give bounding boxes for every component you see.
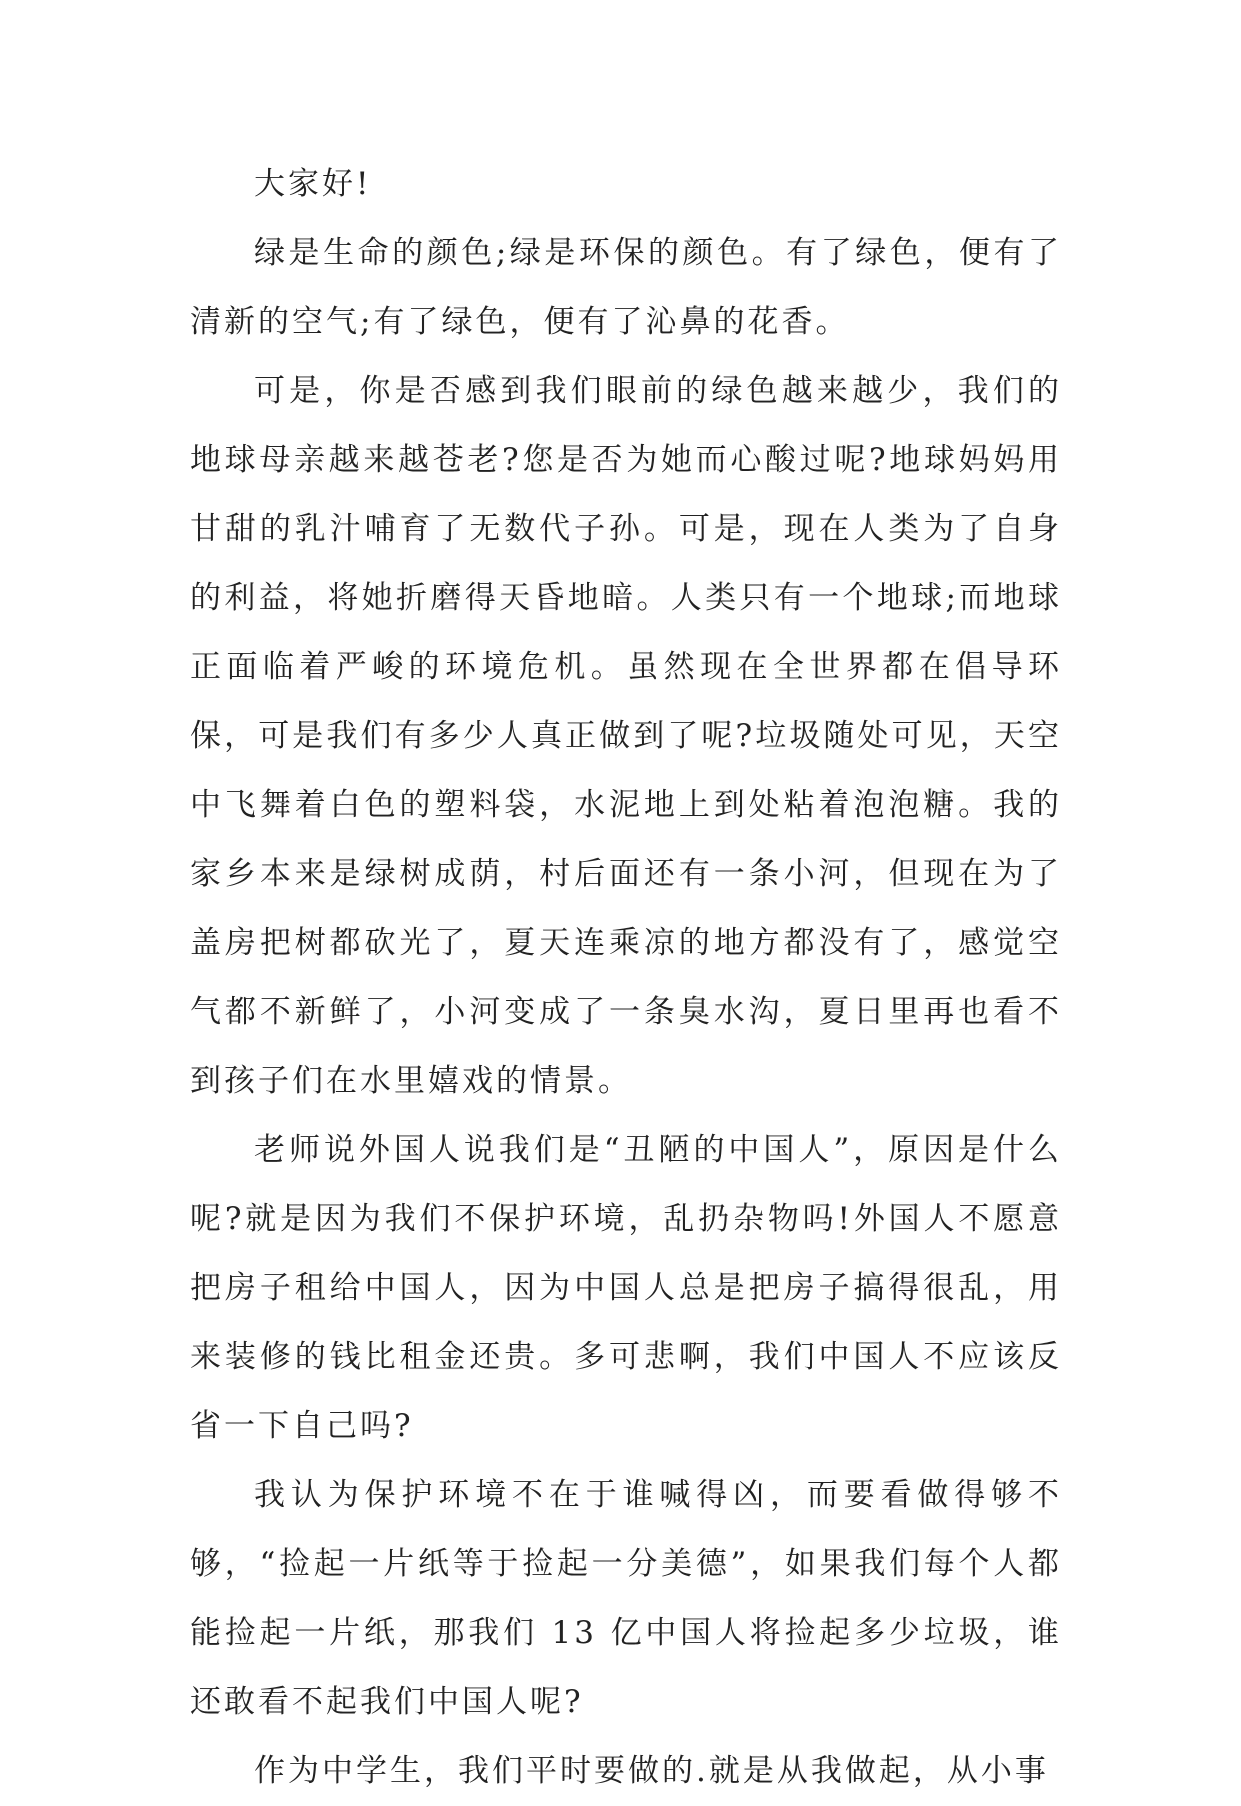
paragraph-pick-up-paper: 我认为保护环境不在于谁喊得凶，而要看做得够不够，“捡起一片纸等于捡起一分美德”，如果我们每个人都能捡起一片纸，那我们 13 亿中国人将捡起多少垃圾，谁还敢看不起我们中国人呢? (190, 1477, 1062, 1720)
paragraph-environment-crisis: 可是，你是否感到我们眼前的绿色越来越少，我们的地球母亲越来越苍老?您是否为她而心酸过呢?地球妈妈用甘甜的乳汁哺育了无数代子孙。可是，现在人类为了自身的利益，将她折磨得天昏地暗。人类只有一个地球;而地球正面临着严峻的环境危机。虽然现在全世界都在倡导环保，可是我们有多少人真正做到了呢?垃圾随处可见，天空中飞舞着白色的塑料袋，水泥地上到处粘着泡泡糖。我的家乡本来是绿树成荫，村后面还有一条小河，但现在为了盖房把树都砍光了，夏天连乘凉的地方都没有了，感觉空气都不新鲜了，小河变成了一条臭水沟，夏日里再也看不到孩子们在水里嬉戏的情景。 (190, 373, 1062, 1099)
document-page (190, 150, 1062, 1806)
greeting-paragraph: 大家好! (254, 166, 372, 202)
paragraph-as-students: 作为中学生，我们平时要做的.就是从我做起，从小事 (254, 1753, 1049, 1789)
paragraph-green-color: 绿是生命的颜色;绿是环保的颜色。有了绿色，便有了清新的空气;有了绿色，便有了沁鼻的花香。 (190, 235, 1062, 340)
paragraph-teacher-said: 老师说外国人说我们是“丑陋的中国人”，原因是什么呢?就是因为我们不保护环境，乱扔杂物吗!外国人不愿意把房子租给中国人，因为中国人总是把房子搞得很乱，用来装修的钱比租金还贵。多可悲啊，我们中国人不应该反省一下自己吗? (190, 1132, 1062, 1444)
